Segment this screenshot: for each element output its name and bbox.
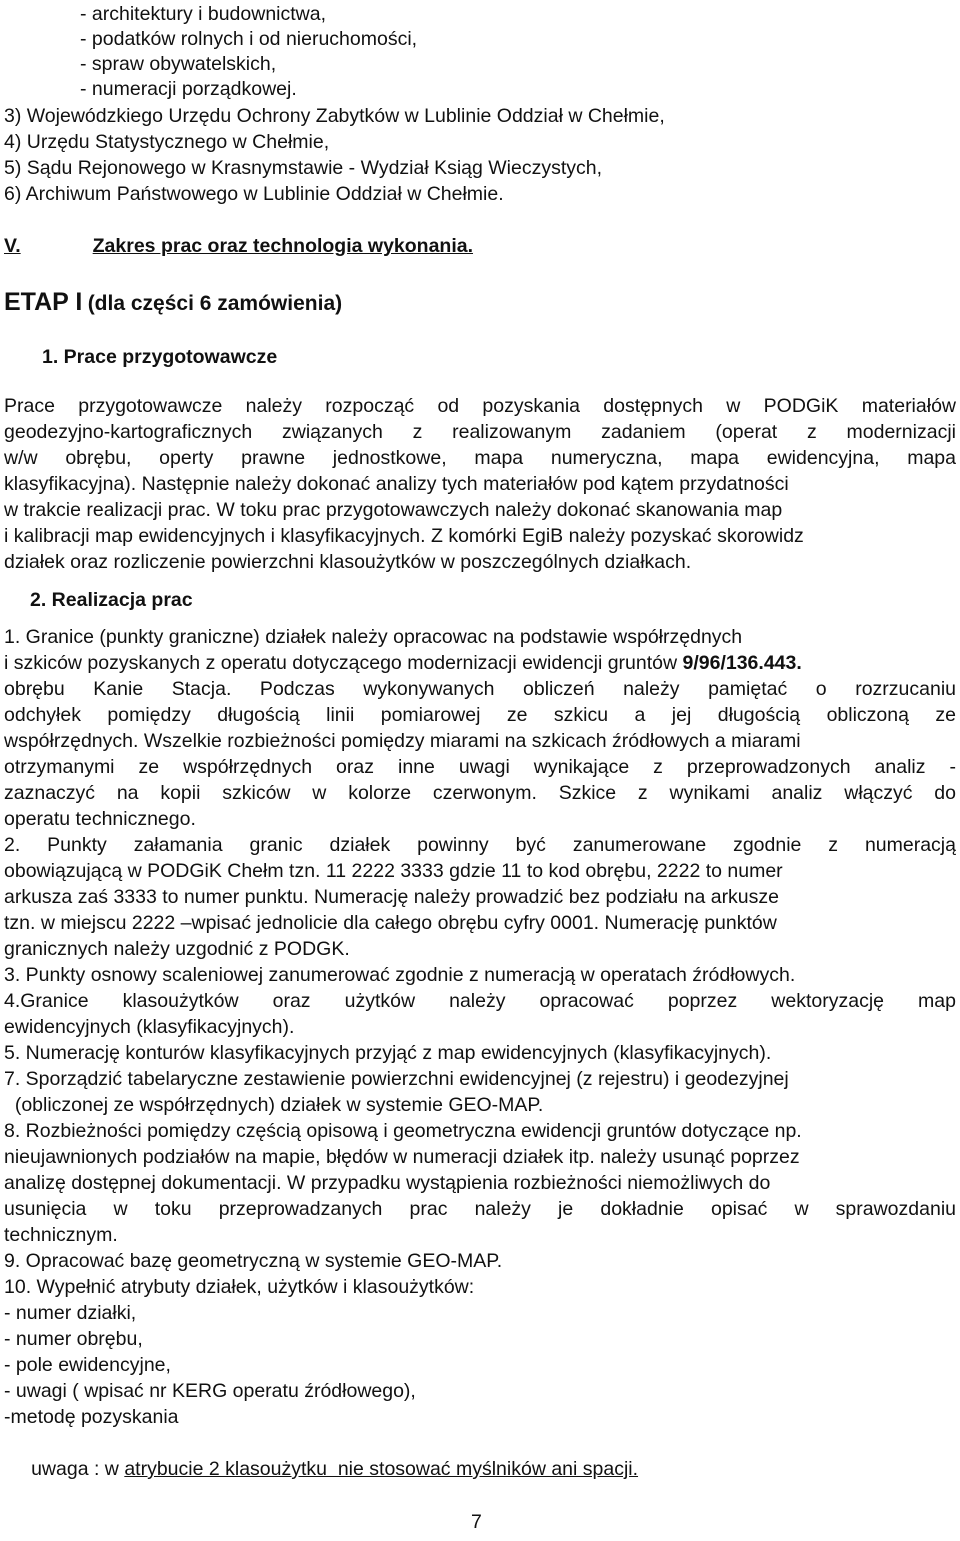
section-heading — [4, 233, 559, 259]
attribute-item: - uwagi ( wpisać nr KERG operatu źródłowego), — [4, 1380, 416, 1402]
institution-item: 3) Wojewódzkiego Urzędu Ochrony Zabytków w Lublinie Oddział w Chełmie, — [4, 105, 665, 127]
item-line: odchyłek pomiędzy długością linii pomiarowej ze szkicu a jej długością obliczoną ze — [4, 704, 956, 726]
section-title: Zakres prac oraz technologia wykonania. — [92, 235, 474, 257]
attribute-item: - pole ewidencyjne, — [4, 1354, 171, 1376]
attribute-item: - numer działki, — [4, 1302, 137, 1324]
item-line: 10. Wypełnić atrybuty działek, użytków i klasoużytków: — [4, 1276, 475, 1298]
item-line: otrzymanymi ze współrzędnych oraz inne uwagi wynikające z przeprowadzonych analiz - — [4, 756, 956, 778]
item-line: usunięcia w toku przeprowadzanych prac należy je dokładnie opisać w sprawozdaniu — [4, 1198, 956, 1220]
item-line: obrębu Kanie Stacja. Podczas wykonywanych obliczeń należy pamiętać o rozrzucaniu — [4, 678, 956, 700]
note-underlined: atrybucie 2 klasoużytku nie stosować myślników ani spacji. — [124, 1458, 639, 1480]
item-line: nieujawnionych podziałów na mapie, błędów w numeracji działek itp. należy usunąć poprzez — [4, 1146, 800, 1168]
item-line: (obliczonej ze współrzędnych) działek w systemie GEO-MAP. — [4, 1094, 544, 1116]
survey-number: 9/96/136.443. — [682, 652, 802, 674]
item-line: 2. Punkty załamania granic działek powinny być zanumerowane zgodnie z numeracją — [4, 834, 956, 856]
intro-list-item: - architektury i budownictwa, — [80, 3, 327, 25]
item-line: 8. Rozbieżności pomiędzy częścią opisową i geometryczna ewidencji gruntów dotyczące np. — [4, 1120, 802, 1142]
institution-item: 4) Urzędu Statystycznego w Chełmie, — [4, 131, 330, 153]
item-line: zaznaczyć na kopii szkiców w kolorze czerwonym. Szkice z wynikami analiz włączyć do — [4, 782, 956, 804]
note-line — [4, 1430, 638, 1508]
intro-list-item: - numeracji porządkowej. — [80, 78, 297, 100]
item-line: obowiązującą w PODGiK Chełm tzn. 11 2222 3333 gdzie 11 to kod obrębu, 2222 to numer — [4, 860, 783, 882]
item-line: analizę dostępnej dokumentacji. W przypadku wystąpienia rozbieżności niemożliwych do — [4, 1172, 771, 1194]
institution-item: 6) Archiwum Państwowego w Lublinie Oddział w Chełmie. — [4, 183, 504, 205]
paragraph-line: działek oraz rozliczenie powierzchni klasoużytków w poszczególnych działkach. — [4, 551, 692, 573]
item-line: arkusza zaś 3333 to numer punktu. Numerację należy prowadzić bez podziału na arkusze — [4, 886, 780, 908]
item-line: ewidencyjnych (klasyfikacyjnych). — [4, 1016, 295, 1038]
institution-item: 5) Sądu Rejonowego w Krasnymstawie - Wydział Ksiąg Wieczystych, — [4, 157, 603, 179]
item-line: 7. Sporządzić tabelaryczne zestawienie powierzchni ewidencyjnej (z rejestru) i geodezyjnej — [4, 1068, 789, 1090]
paragraph-line: w trakcie realizacji prac. W toku prac przygotowawczych należy dokonać skanowania map — [4, 499, 783, 521]
intro-list-item: - spraw obywatelskich, — [80, 53, 277, 75]
etap-heading — [4, 287, 342, 319]
paragraph-line: i kalibracji map ewidencyjnych i klasyfikacyjnych. Z komórki EgiB należy pozyskać skorowidz — [4, 525, 804, 547]
etap-label: ETAP I — [4, 288, 83, 316]
intro-list-item: - podatków rolnych i od nieruchomości, — [80, 28, 418, 50]
item-line: 9. Opracować bazę geometryczną w systemie GEO-MAP. — [4, 1250, 503, 1272]
item-line: 4.Granice klasoużytków oraz użytków należy opracować poprzez wektoryzację map — [4, 990, 956, 1012]
attribute-item: - numer obrębu, — [4, 1328, 143, 1350]
item-line: 5. Numerację konturów klasyfikacyjnych przyjąć z map ewidencyjnych (klasyfikacyjnych). — [4, 1042, 772, 1064]
subheading-preparatory: 1. Prace przygotowawcze — [42, 346, 278, 368]
page-number: 7 — [471, 1511, 482, 1533]
item-line: granicznych należy uzgodnić z PODGK. — [4, 938, 350, 960]
item-line: technicznym. — [4, 1224, 118, 1246]
etap-sub: (dla części 6 zamówienia) — [87, 292, 343, 315]
attribute-item: -metodę pozyskania — [4, 1406, 179, 1428]
item-text: i szkiców pozyskanych z operatu dotyczącego modernizacji ewidencji gruntów — [4, 652, 683, 674]
item-line: 1. Granice (punkty graniczne) działek należy opracowac na podstawie współrzędnych — [4, 626, 743, 648]
item-line — [4, 650, 802, 676]
paragraph-line: Prace przygotowawcze należy rozpocząć od pozyskania dostępnych w PODGiK materiałów — [4, 395, 956, 417]
item-line: operatu technicznego. — [4, 808, 196, 830]
item-line: 3. Punkty osnowy scaleniowej zanumerować zgodnie z numeracją w operatach źródłowych. — [4, 964, 796, 986]
paragraph-line: geodezyjno-kartograficznych związanych z realizowanym zadaniem (operat z modernizacji — [4, 421, 956, 443]
item-line: współrzędnych. Wszelkie rozbieżności pomiędzy miarami na szkicach źródłowych a miarami — [4, 730, 801, 752]
paragraph-line: klasyfikacyjna). Następnie należy dokonać analizy tych materiałów pod kątem przydatności — [4, 473, 789, 495]
paragraph-line: w/w obrębu, operty prawne jednostkowe, mapa numeryczna, mapa ewidencyjna, mapa — [4, 447, 956, 469]
note-prefix: uwaga : w — [25, 1458, 125, 1480]
item-line: tzn. w miejscu 2222 –wpisać jednolicie dla całego obrębu cyfry 0001. Numerację punktów — [4, 912, 777, 934]
section-number: V. — [4, 235, 21, 257]
subheading-realization: 2. Realizacja prac — [30, 589, 193, 611]
